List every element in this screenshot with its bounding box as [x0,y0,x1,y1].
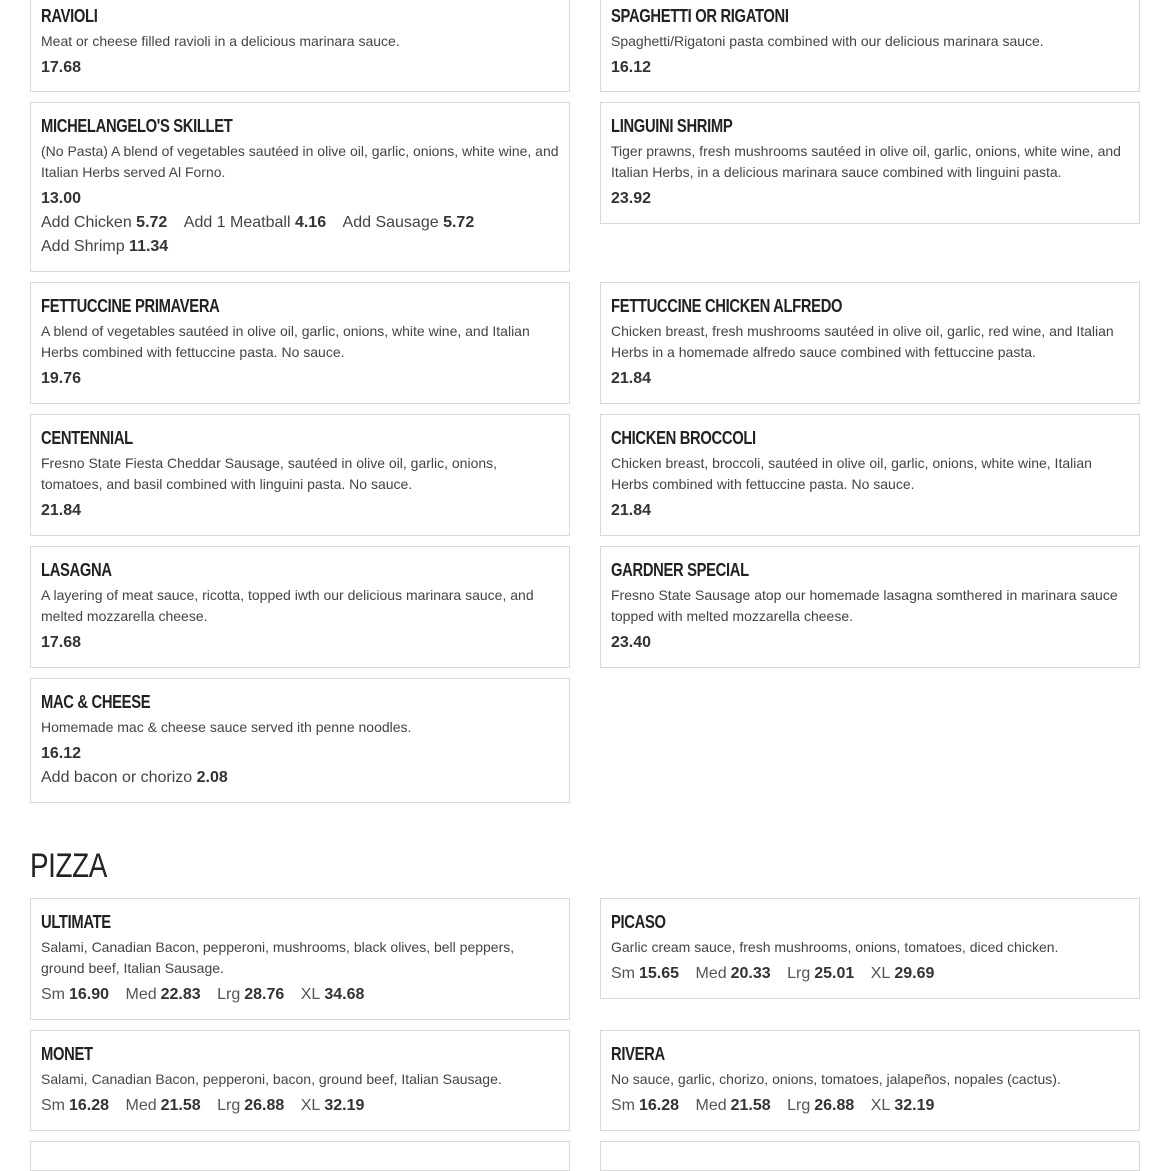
size-amount: 34.68 [324,986,365,1003]
menu-item-gardner-special [600,546,1140,668]
size-price [126,1094,201,1118]
item-title: CENTENNIAL [41,428,133,448]
size-label: Sm [41,986,65,1003]
item-price: 16.12 [611,59,652,76]
item-description: Salami, Canadian Bacon, pepperoni, bacon, ground beef, Italian Sausage. [41,1071,502,1087]
size-amount: 16.90 [69,986,110,1003]
size-price-list [41,983,559,1007]
item-price: 19.76 [41,370,82,387]
size-amount: 32.19 [324,1097,365,1114]
size-label: Med [125,1097,157,1114]
menu-item-chicken-broccoli [600,414,1140,536]
item-title: SPAGHETTI OR RIGATONI [611,6,789,26]
size-price [41,1094,109,1118]
item-price: 17.68 [41,59,82,76]
addon [343,211,475,235]
item-title: FETTUCCINE PRIMAVERA [41,296,220,316]
item-description: A layering of meat sauce, ricotta, topped iwth our delicious marinara sauce, and melted mozzarella cheese. [41,587,534,624]
item-price: 16.12 [41,745,82,762]
size-amount: 29.69 [894,965,935,982]
menu-item-spaghetti [600,0,1140,92]
size-label: Med [695,965,727,982]
size-label: XL [870,1097,891,1114]
addon [41,235,168,259]
addon [41,766,228,790]
size-label: Lrg [787,1097,811,1114]
addon-list [41,211,559,259]
addon-label: Add bacon or chorizo [41,769,193,786]
item-title: MONET [41,1044,93,1064]
menu-item-fettuccine-alfredo [600,282,1140,404]
addon-price: 5.72 [443,214,475,231]
size-price [41,983,109,1007]
pizza-item-ultimate [30,898,570,1020]
size-price [871,962,935,986]
size-price-list [611,962,1129,986]
size-amount: 16.28 [639,1097,680,1114]
size-price [787,962,854,986]
size-label: XL [300,1097,321,1114]
size-price [787,1094,854,1118]
item-description: Meat or cheese filled ravioli in a delicious marinara sauce. [41,33,400,49]
size-amount: 26.88 [814,1097,855,1114]
item-description: Chicken breast, fresh mushrooms sautéed in olive oil, garlic, red wine, and Italian Herbs in a homemade alfredo sauce combined with fettuccine pasta. [611,323,1114,360]
size-price [696,962,771,986]
item-title: FETTUCCINE CHICKEN ALFREDO [611,296,843,316]
size-label: Sm [611,965,635,982]
addon [41,211,167,235]
item-description: No sauce, garlic, chorizo, onions, tomatoes, jalapeños, nopales (cactus). [611,1071,1061,1087]
item-title: LINGUINI SHRIMP [611,116,733,136]
item-title: RIVERA [611,1044,665,1064]
size-label: Lrg [217,986,241,1003]
size-label: XL [300,986,321,1003]
size-price [217,983,284,1007]
item-description: Fresno State Sausage atop our homemade lasagna somthered in marinara sauce topped with melted mozzarella cheese. [611,587,1118,624]
item-price: 23.40 [611,634,652,651]
item-description: Spaghetti/Rigatoni pasta combined with our delicious marinara sauce. [611,33,1044,49]
size-amount: 22.83 [160,986,201,1003]
item-price: 21.84 [611,502,652,519]
size-amount: 21.58 [730,1097,771,1114]
item-title: PICASO [611,912,666,932]
menu-item-lasagna [30,546,570,668]
item-title: RAVIOLI [41,6,98,26]
size-amount: 32.19 [894,1097,935,1114]
menu-item-skillet [30,102,570,272]
item-description: Salami, Canadian Bacon, pepperoni, mushrooms, black olives, bell peppers, ground beef, Italian Sausage. [41,939,515,976]
addon-label: Add Sausage [342,214,439,231]
item-description: Garlic cream sauce, fresh mushrooms, onions, tomatoes, diced chicken. [611,939,1059,955]
pizza-item-monet [30,1030,570,1131]
size-price [301,983,365,1007]
addon-label: Add Chicken [41,214,132,231]
size-amount: 16.28 [69,1097,110,1114]
section-heading-pizza: PIZZA [30,847,107,885]
item-price: 21.84 [41,502,82,519]
addon [184,211,326,235]
item-title: ULTIMATE [41,912,111,932]
size-label: Lrg [217,1097,241,1114]
size-label: Sm [41,1097,65,1114]
size-price [126,983,201,1007]
addon-list [41,766,559,790]
item-title: MICHELANGELO'S SKILLET [41,116,233,136]
item-price: 21.84 [611,370,652,387]
item-title: GARDNER SPECIAL [611,560,749,580]
size-price [611,962,679,986]
item-description: Homemade mac & cheese sauce served ith penne noodles. [41,719,412,735]
item-price: 13.00 [41,190,82,207]
menu-item-mac-cheese [30,678,570,803]
item-description: A blend of vegetables sautéed in olive oil, garlic, onions, white wine, and Italian Herbs combined with fettuccine pasta. No sauce. [41,323,530,360]
addon-price: 4.16 [294,214,327,231]
size-price [217,1094,284,1118]
size-label: Med [695,1097,727,1114]
size-amount: 25.01 [814,965,855,982]
addon-label: Add 1 Meatball [183,214,291,231]
size-label: Sm [611,1097,635,1114]
item-description: Fresno State Fiesta Cheddar Sausage, sautéed in olive oil, garlic, onions, tomatoes, and basil combined with linguini pasta. No sauce. [41,455,498,492]
size-amount: 26.88 [244,1097,285,1114]
menu-item-centennial [30,414,570,536]
size-label: XL [870,965,891,982]
size-price [696,1094,771,1118]
item-description: Chicken breast, broccoli, sautéed in olive oil, garlic, onions, white wine, Italian Herbs combined with fettuccine pasta. No sauce. [611,455,1092,492]
item-title: MAC & CHEESE [41,692,151,712]
size-label: Med [125,986,157,1003]
size-amount: 15.65 [639,965,680,982]
menu-item-linguini-shrimp [600,102,1140,224]
size-label: Lrg [787,965,811,982]
item-price: 23.92 [611,190,652,207]
size-amount: 28.76 [244,986,285,1003]
addon-label: Add Shrimp [41,238,125,255]
pizza-item-partial [600,1141,1140,1171]
size-amount: 21.58 [160,1097,201,1114]
size-amount: 20.33 [730,965,771,982]
size-price [301,1094,365,1118]
size-price [871,1094,935,1118]
addon-price: 2.08 [196,769,228,786]
item-description: Tiger prawns, fresh mushrooms sautéed in olive oil, garlic, onions, white wine, and Italian Herbs, in a delicious marinara sauce combined with linguini pasta. [611,143,1121,180]
size-price-list [611,1094,1129,1118]
item-price: 17.68 [41,634,82,651]
menu-item-fettuccine-primavera [30,282,570,404]
addon-price: 5.72 [136,214,168,231]
menu-item-ravioli [30,0,570,92]
addon-price: 11.34 [129,238,169,255]
pizza-item-picaso [600,898,1140,999]
size-price-list [41,1094,559,1118]
size-price [611,1094,679,1118]
pizza-item-partial [30,1141,570,1171]
item-title: LASAGNA [41,560,112,580]
pizza-item-rivera [600,1030,1140,1131]
item-title: CHICKEN BROCCOLI [611,428,756,448]
item-description: (No Pasta) A blend of vegetables sautéed in olive oil, garlic, onions, white wine, and Italian Herbs served Al Forno. [41,143,559,180]
